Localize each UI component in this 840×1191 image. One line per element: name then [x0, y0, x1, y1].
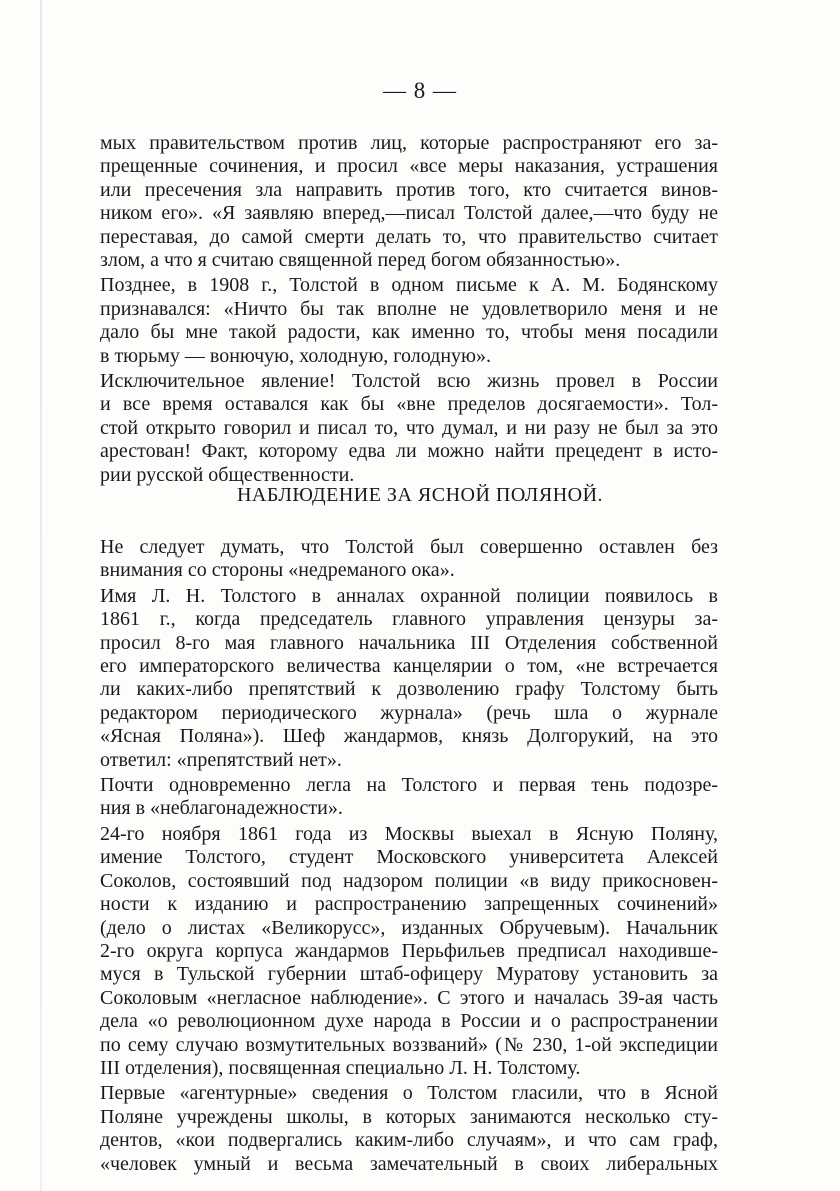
- text-line: рии русской общественности.: [100, 463, 355, 486]
- text-line: дентов, «кои подвергались каким-либо случаям», и что сам граф,: [100, 1129, 718, 1152]
- paragraph: [100, 774, 718, 821]
- section-heading: НАБЛЮДЕНИЕ ЗА ЯСНОЙ ПОЛЯНОЙ.: [236, 484, 604, 506]
- text-line: Поляне учреждены школы, в которых занимаются несколько сту-: [100, 1105, 718, 1128]
- text-line: по сему случаю возмутительных воззваний» (№ 230, 1-ой экспедиции: [100, 1033, 718, 1056]
- paragraph: [100, 585, 718, 772]
- text-line: Соколов, состоявший под надзором полиции «в виду прикосновен-: [100, 869, 718, 892]
- text-line: «человек умный и весьма замечательный в своих либеральных: [100, 1152, 718, 1175]
- text-line: переставая, до самой смерти делать то, что правительство считает: [100, 225, 718, 248]
- text-line: Почти одновременно легла на Толстого и первая тень подозре-: [100, 774, 718, 797]
- text-line: признавался: «Ничто бы так вполне не удовлетворило меня и не: [100, 297, 718, 320]
- text-line: (дело о листах «Великорусс», изданных Обручевым). Начальник: [100, 916, 718, 939]
- paragraph: [100, 132, 718, 272]
- text-line: муся в Тульской губернии штаб-офицеру Муратову установить за: [100, 963, 718, 986]
- text-line: имение Толстого, студент Московского университета Алексей: [100, 846, 718, 869]
- text-line: в тюрьму — вонючую, холодную, голодную».: [100, 344, 491, 367]
- text-line: его императорского величества канцелярии о том, «не встречается: [100, 655, 718, 678]
- text-line: Соколовым «негласное наблюдение». С этого и началась 39-ая часть: [100, 986, 718, 1009]
- text-line: ником его». «Я заявляю вперед,—писал Толстой далее,—что буду не: [100, 202, 718, 225]
- text-line: «Ясная Поляна»). Шеф жандармов, князь Долгорукий, на это: [100, 725, 718, 748]
- page-edge-shadow: [40, 0, 42, 1191]
- text-line: или пресечения зла направить против того, кто считается винов-: [100, 178, 718, 201]
- paragraph: [100, 1082, 718, 1176]
- text-line: 1861 г., когда председатель главного управления цензуры за-: [100, 608, 718, 631]
- page-number: — 8 —: [383, 78, 457, 103]
- text-line: мых правительством против лиц, которые распространяют его за-: [100, 132, 718, 154]
- paragraph: [100, 823, 718, 1080]
- text-line: Не следует думать, что Толстой был совершенно оставлен без: [100, 536, 718, 558]
- text-line: и все время оставался как бы «вне пределов досягаемости». Тол-: [100, 393, 718, 416]
- text-block-1: [100, 132, 718, 489]
- text-line: ности к изданию и распространению запрещенных сочинений»: [100, 893, 718, 916]
- text-line: злом, а что я считаю священной перед богом обязанностью».: [100, 249, 621, 272]
- paragraph: [100, 274, 718, 368]
- paragraph: [100, 370, 718, 487]
- text-line: 24-го ноября 1861 года из Москвы выехал в Ясную Поляну,: [100, 822, 718, 845]
- text-line: Исключительное явление! Толстой всю жизнь провел в России: [100, 370, 718, 393]
- text-line: Позднее, в 1908 г., Толстой в одном письме к А. М. Бодянскому: [100, 274, 718, 297]
- text-line: арестован! Факт, которому едва ли можно найти прецедент в исто-: [100, 440, 718, 463]
- text-line: просил 8-го мая главного начальника III Отделения собственной: [100, 631, 718, 654]
- text-line: Первые «агентурные» сведения о Толстом гласили, что в Ясной: [100, 1082, 718, 1105]
- paragraph: [100, 536, 718, 583]
- text-block-2: [100, 536, 718, 1178]
- text-line: дела «о революционном духе народа в России и о распространении: [100, 1010, 718, 1033]
- text-line: внимания со стороны «недреманого ока».: [100, 559, 455, 582]
- text-line: ли каких-либо препятствий к дозволению графу Толстому быть: [100, 678, 718, 701]
- text-line: дало бы мне такой радости, как именно то, чтобы меня посадили: [100, 321, 718, 344]
- text-line: редактором периодического журнала» (речь шла о журнале: [100, 701, 718, 724]
- text-line: ответил: «препятствий нет».: [100, 748, 342, 771]
- text-line: 2-го округа корпуса жандармов Перьфильев предписал находивше-: [100, 939, 718, 962]
- text-line: прещенные сочинения, и просил «все меры наказания, устрашения: [100, 155, 718, 178]
- text-line: ния в «неблагонадежности».: [100, 797, 343, 820]
- text-line: стой открыто говорил и писал то, что думал, и ни разу не был за это: [100, 416, 718, 439]
- text-line: Имя Л. Н. Толстого в анналах охранной полиции появилось в: [100, 584, 718, 607]
- text-line: III отделения), посвященная специально Л. Н. Толстому.: [100, 1056, 581, 1079]
